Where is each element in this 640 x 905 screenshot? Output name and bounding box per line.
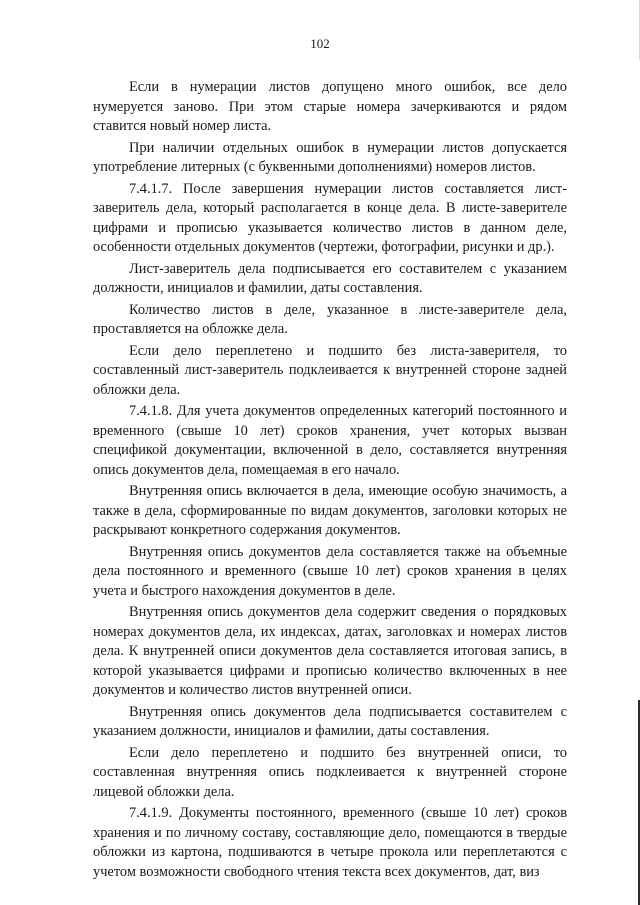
paragraph: При наличии отдельных ошибок в нумерации листов допускается употребление литерных (с буквенными дополнениями) номеров листов. xyxy=(93,139,567,175)
paragraph: 7.4.1.9. Документы постоянного, временного (свыше 10 лет) сроков хранения и по личному составу, составляющие дело, помещаются в твердые обложки из картона, подшиваются в четыре прокола или переплетаются с учетом возможности свободного чтения текста всех документов, дат, виз xyxy=(93,805,567,880)
paragraph: 7.4.1.8. Для учета документов определенных категорий постоянного и временного (свыше 10 лет) сроков хранения, учет которых вызван спецификой документации, включенной в дело, составляется внутренняя опись документов дела, помещаемая в его начало. xyxy=(93,403,567,478)
paragraph: Если в нумерации листов допущено много ошибок, все дело нумеруется заново. При этом старые номера зачеркиваются и рядом ставится новый номер листа. xyxy=(93,79,567,134)
paragraph: Если дело переплетено и подшито без листа-заверителя, то составленный лист-заверитель подклеивается к внутренней стороне задней обложки дела. xyxy=(93,342,567,398)
paragraph: Внутренняя опись включается в дела, имеющие особую значимость, а также в дела, сформированные по видам документов, заголовки которых не раскрывают конкретного содержания документов. xyxy=(93,483,567,538)
paragraph: Внутренняя опись документов дела содержит сведения о порядковых номерах документов дела, их индексах, датах, заголовках и номерах листов дела. К внутренней описи документов дела составляется итоговая запись, в которой указывается цифрами и прописью количество включенных в нее документов и количество листов внутренней описи. xyxy=(93,604,567,698)
paragraph: Если дело переплетено и подшито без внутренней описи, то составленная внутренняя опись подклеивается к внутренней стороне лицевой обложки дела. xyxy=(93,744,567,800)
paragraph: Количество листов в деле, указанное в листе-заверителе дела, проставляется на обложке дела. xyxy=(93,301,567,337)
document-body xyxy=(93,78,567,884)
page-number: 102 xyxy=(310,36,330,51)
paragraph: Внутренняя опись документов дела подписывается составителем с указанием должности, инициалов и фамилии, даты составления. xyxy=(93,703,567,739)
paragraph: Внутренняя опись документов дела составляется также на объемные дела постоянного и временного (свыше 10 лет) сроков хранения в целях учета и быстрого нахождения документов в деле. xyxy=(93,543,567,599)
paragraph: 7.4.1.7. После завершения нумерации листов составляется лист-заверитель дела, который располагается в конце дела. В листе-заверителе цифрами и прописью указывается количество листов в данном деле, особенности отдельных документов (чертежи, фотографии, рисунки и др.). xyxy=(93,180,567,255)
paragraph: Лист-заверитель дела подписывается его составителем с указанием должности, инициалов и фамилии, даты составления. xyxy=(93,260,567,296)
